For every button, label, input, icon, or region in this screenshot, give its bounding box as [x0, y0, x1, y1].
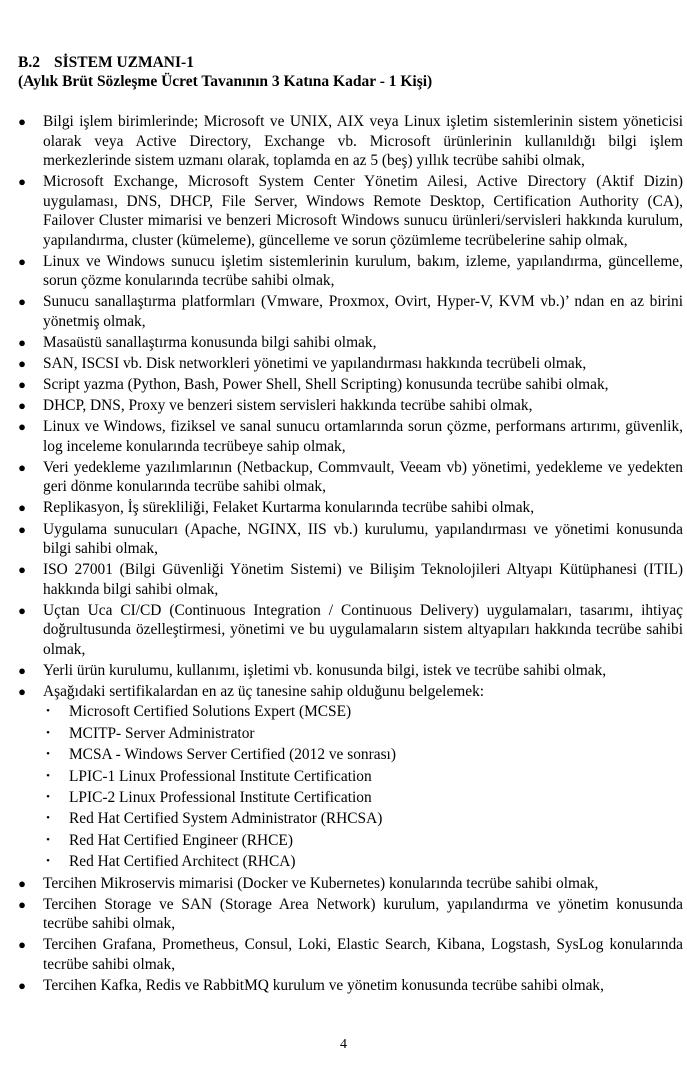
requirement-text: Linux ve Windows sunucu işletim sistemlerinin kurulum, bakım, izleme, yapılandırma, güncelleme, sorun çözme konularında tecrübe sahibi olmak,	[43, 252, 683, 290]
sub-bullet-icon: •	[46, 812, 50, 825]
bullet-icon: ●	[18, 459, 26, 475]
requirement-item	[17, 292, 683, 331]
requirement-text: Script yazma (Python, Bash, Power Shell, Shell Scripting) konusunda tecrübe sahibi olmak,	[43, 376, 609, 394]
bullet-icon: ●	[18, 398, 26, 414]
sub-bullet-icon: •	[46, 790, 50, 803]
requirement-text: Aşağıdaki sertifikalardan en az üç tanesine sahip olduğunu belgelemek:	[43, 682, 485, 700]
certification-text: LPIC-1 Linux Professional Institute Certification	[69, 767, 372, 785]
bullet-icon: ●	[18, 334, 26, 350]
certifications-list	[43, 702, 683, 871]
requirement-item	[17, 458, 683, 497]
bullet-icon: ●	[18, 683, 26, 699]
requirement-item	[17, 252, 683, 291]
requirement-text: Uygulama sunucuları (Apache, NGINX, IIS vb.) kurulumu, yapılandırması ve yönetimi konusunda bilgi sahibi olmak,	[43, 520, 683, 558]
requirement-item	[17, 333, 683, 353]
sub-bullet-icon: •	[46, 833, 50, 846]
bullet-icon: ●	[18, 562, 26, 578]
bullet-icon: ●	[18, 253, 26, 269]
requirement-text: Microsoft Exchange, Microsoft System Center Yönetim Ailesi, Active Directory (Aktif Dizin) uygulaması, DNS, DHCP, File Server, Windows Remote Desktop, Certification Authority (CA), Failover Cluster mimarisi ve benzeri Microsoft Windows sunucu ürünleri/servisleri hakkında kurulum, yapılandırma, cluster (kümeleme), güncelleme ve sorun çözümleme tecrübelerine sahip olmak,	[43, 173, 683, 249]
requirement-item	[17, 935, 683, 974]
requirement-text: DHCP, DNS, Proxy ve benzeri sistem servisleri hakkında tecrübe sahibi olmak,	[43, 397, 533, 415]
requirement-text: Replikasyon, İş sürekliliği, Felaket Kurtarma konularında tecrübe sahibi olmak,	[43, 499, 535, 517]
bullet-icon: ●	[18, 114, 26, 129]
certification-item	[43, 809, 683, 829]
requirement-text: Tercihen Mikroservis mimarisi (Docker ve Kubernetes) konularında tecrübe sahibi olmak,	[43, 874, 599, 892]
sub-bullet-icon: •	[46, 748, 50, 761]
certification-item	[43, 702, 683, 722]
bullet-icon: ●	[18, 896, 26, 912]
section-code: B.2	[18, 54, 40, 71]
requirement-text: Bilgi işlem birimlerinde; Microsoft ve UNIX, AIX veya Linux işletim sistemlerinin sistem yöneticisi olarak veya Active Directory, Exchange vb. Microsoft ürünlerinin kullanıldığı bilgi işlem merkezlerinde sistem uzmanı olarak, toplamda en az 5 (beş) yıllık tecrübe sahibi olmak,	[43, 113, 683, 169]
sub-bullet-icon: •	[46, 705, 50, 718]
requirement-item	[17, 682, 683, 872]
bullet-icon: ●	[18, 355, 26, 371]
requirement-text: Yerli ürün kurulumu, kullanımı, işletimi vb. konusunda bilgi, istek ve tecrübe sahibi olmak,	[43, 661, 607, 679]
requirement-item	[17, 601, 683, 660]
certification-item	[43, 724, 683, 744]
bullet-icon: ●	[18, 662, 26, 678]
requirement-text: SAN, ISCSI vb. Disk networkleri yönetimi ve yapılandırması hakkında tecrübeli olmak,	[43, 354, 587, 372]
certification-item	[43, 831, 683, 851]
requirement-text: ISO 27001 (Bilgi Güvenliği Yönetim Sistemi) ve Bilişim Teknolojileri Altyapı Kütüphanesi (ITIL) hakkında bilgi sahibi olmak,	[43, 561, 683, 598]
bullet-icon: ●	[18, 977, 26, 993]
requirement-text: Tercihen Storage ve SAN (Storage Area Network) kurulum, yapılandırma ve yönetim konusunda tecrübe sahibi olmak,	[43, 895, 683, 933]
requirement-item	[17, 396, 683, 416]
certification-text: Red Hat Certified Architect (RHCA)	[69, 853, 296, 871]
sub-bullet-icon: •	[46, 769, 50, 782]
requirements-list	[17, 112, 683, 997]
requirement-item	[17, 498, 683, 518]
bullet-icon: ●	[18, 294, 26, 310]
certification-text: MCSA - Windows Server Certified (2012 ve sonrası)	[69, 746, 396, 764]
certification-item	[43, 767, 683, 787]
bullet-icon: ●	[18, 937, 26, 953]
requirement-item	[17, 874, 683, 894]
bullet-icon: ●	[18, 377, 26, 393]
certification-item	[43, 788, 683, 808]
requirement-text: Sunucu sanallaştırma platformları (Vmware, Proxmox, Ovirt, Hyper-V, KVM vb.)’ ndan en az birini yönetmiş olmak,	[43, 293, 683, 330]
bullet-icon: ●	[18, 602, 26, 618]
section-title-line	[18, 53, 678, 72]
requirement-item	[17, 976, 683, 996]
certification-text: LPIC-2 Linux Professional Institute Certification	[69, 788, 372, 806]
requirement-text: Tercihen Kafka, Redis ve RabbitMQ kurulum ve yönetim konusunda tecrübe sahibi olmak,	[43, 976, 604, 994]
requirement-text: Masaüstü sanallaştırma konusunda bilgi sahibi olmak,	[43, 333, 377, 351]
requirement-item	[17, 172, 683, 250]
bullet-icon: ●	[18, 174, 26, 190]
section-subtitle: (Aylık Brüt Sözleşme Ücret Tavanının 3 Katına Kadar - 1 Kişi)	[18, 73, 433, 90]
sub-bullet-icon: •	[46, 726, 50, 739]
bullet-icon: ●	[18, 419, 26, 435]
certification-text: Red Hat Certified Engineer (RHCE)	[69, 831, 293, 849]
certification-text: Microsoft Certified Solutions Expert (MCSE)	[69, 703, 352, 721]
requirement-text: Linux ve Windows, fiziksel ve sanal sunucu ortamlarında sorun çözme, performans artırımı, güvenlik, log inceleme konularında tecrübeye sahip olmak,	[43, 418, 683, 455]
sub-bullet-icon: •	[46, 855, 50, 868]
page-number: 4	[340, 1037, 347, 1052]
section-title: SİSTEM UZMANI-1	[54, 54, 194, 71]
certification-item	[43, 852, 683, 872]
bullet-icon: ●	[18, 521, 26, 537]
certification-text: Red Hat Certified System Administrator (RHCSA)	[69, 810, 383, 828]
requirement-item	[17, 354, 683, 374]
certification-text: MCITP- Server Administrator	[69, 724, 255, 742]
requirement-item	[17, 560, 683, 599]
requirement-item	[17, 895, 683, 934]
requirement-item	[17, 520, 683, 559]
section-heading	[18, 53, 678, 91]
requirement-item	[17, 375, 683, 395]
requirement-item	[17, 417, 683, 456]
requirement-text: Uçtan Uca CI/CD (Continuous Integration / Continuous Delivery) uygulamaları, tasarımı, ihtiyaç doğrultusunda özelleştirmesi, yönetimi ve bu uygulamaların sistem altyapıları hakkında tecrübe sahibi olmak,	[43, 601, 683, 658]
bullet-icon: ●	[18, 875, 26, 891]
requirement-item	[17, 661, 683, 681]
certification-item	[43, 745, 683, 765]
bullet-icon: ●	[18, 500, 26, 516]
requirement-text: Tercihen Grafana, Prometheus, Consul, Loki, Elastic Search, Kibana, Logstash, SysLog konularında tecrübe sahibi olmak,	[43, 936, 683, 973]
requirement-item	[17, 112, 683, 171]
requirement-text: Veri yedekleme yazılımlarının (Netbackup, Commvault, Veeam vb) yönetimi, yedekleme ve yedekten geri dönme konularında tecrübe sahibi olmak,	[43, 458, 683, 496]
